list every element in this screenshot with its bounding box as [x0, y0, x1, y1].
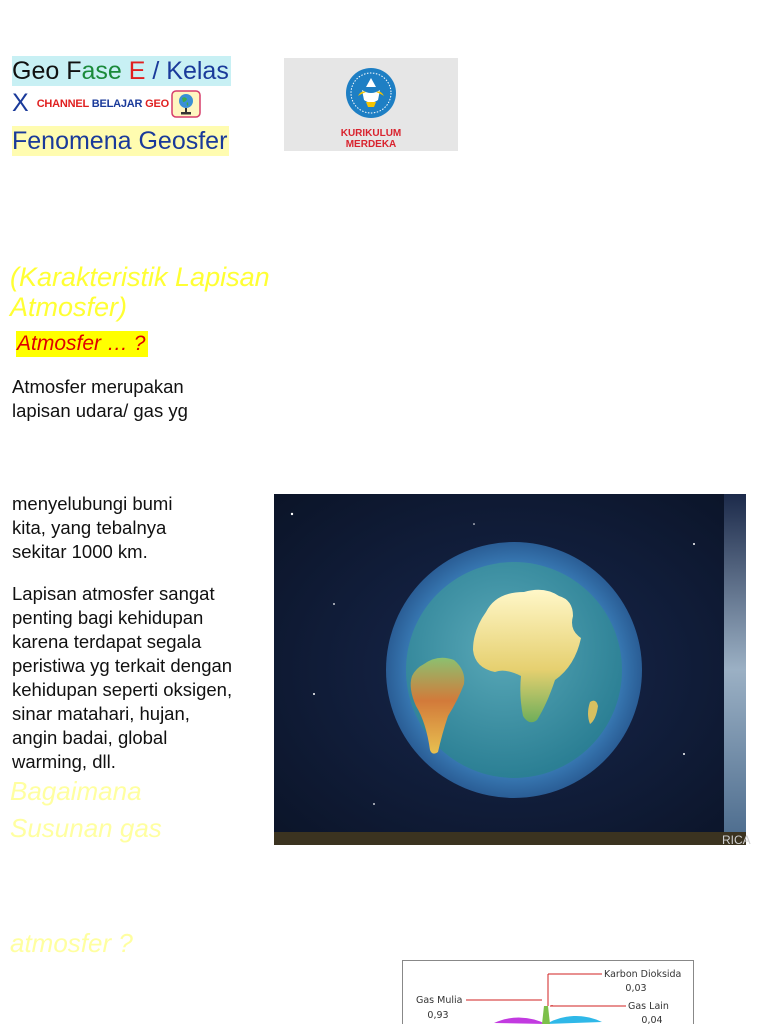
- section-subtitle: Atmosfer … ?: [16, 331, 148, 357]
- header-word-f: F: [66, 57, 82, 85]
- kurikulum-merdeka-logo: [284, 58, 458, 151]
- pie-value-gas-mulia: 0,93: [427, 1010, 449, 1021]
- paragraph-3-line: kehidupan seperti oksigen,: [12, 679, 233, 700]
- earth-image-corner-text: RICA: [722, 833, 751, 847]
- question-line-1: Bagaimana: [10, 776, 142, 806]
- header-title-line2: [12, 88, 201, 120]
- globe-icon: [171, 90, 201, 118]
- paragraph-2-line: sekitar 1000 km.: [12, 541, 148, 562]
- paragraph-1: [12, 375, 188, 423]
- paragraph-3-line: Lapisan atmosfer sangat: [12, 583, 215, 604]
- paragraph-3: [12, 582, 232, 774]
- paragraph-1-line-2: lapisan udara/ gas yg: [12, 400, 188, 421]
- header-word-geo: Geo: [12, 57, 60, 85]
- pie-label-gas-lain: Gas Lain: [628, 1001, 669, 1012]
- question-line-3: atmosfer ?: [10, 928, 133, 958]
- channel-word-2: BELAJAR: [88, 98, 143, 111]
- tut-wuri-emblem-icon: [344, 66, 398, 120]
- pie-label-gas-mulia: Gas Mulia: [416, 995, 463, 1006]
- atmosphere-gas-pie-chart: [402, 960, 694, 1024]
- header-word-e: E: [128, 57, 146, 85]
- channel-name: [37, 98, 169, 110]
- logo-text-line2: MERDEKA: [345, 139, 397, 150]
- channel-word-1: CHANNEL: [36, 98, 89, 111]
- earth-atmosphere-image: [274, 494, 751, 847]
- paragraph-3-line: warming, dll.: [12, 751, 116, 772]
- header-class-x: X: [12, 89, 29, 117]
- header-word-ase: ase: [81, 57, 129, 85]
- header-word-kelas: / Kelas: [145, 57, 229, 85]
- question-line-2: Susunan gas: [10, 813, 162, 843]
- header-title-line1: [12, 56, 231, 86]
- channel-word-3: GEO: [142, 98, 169, 111]
- paragraph-2: [12, 492, 172, 564]
- header-title-line3: Fenomena Geosfer: [12, 127, 228, 155]
- paragraph-2-line: menyelubungi bumi: [12, 493, 173, 514]
- section-title: (Karakteristik Lapisan Atmosfer): [10, 262, 270, 322]
- paragraph-3-line: angin badai, global: [12, 727, 168, 748]
- pie-value-karbon-dioksida: 0,03: [625, 983, 647, 994]
- pie-label-karbon-dioksida: Karbon Dioksida: [604, 969, 682, 980]
- paragraph-3-line: penting bagi kehidupan: [12, 607, 204, 628]
- paragraph-2-line: kita, yang tebalnya: [12, 517, 167, 538]
- paragraph-3-line: karena terdapat segala: [12, 631, 202, 652]
- paragraph-3-line: sinar matahari, hujan,: [12, 703, 190, 724]
- logo-text-line1: KURIKULUM: [340, 128, 402, 139]
- paragraph-3-line: peristiwa yg terkait dengan: [12, 655, 233, 676]
- pie-value-gas-lain: 0,04: [641, 1015, 663, 1024]
- paragraph-1-line-1: Atmosfer merupakan: [12, 376, 184, 397]
